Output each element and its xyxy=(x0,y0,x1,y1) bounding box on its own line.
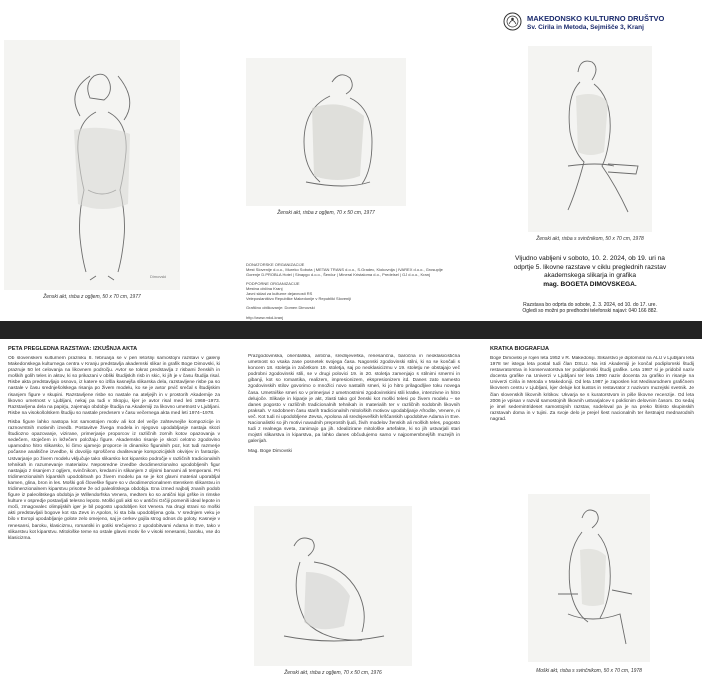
caption-bottom-right: Moški akt, risba s svinčnikom, 50 x 70 cm, 1978 xyxy=(536,668,642,674)
spread-divider xyxy=(0,321,702,339)
bio-text xyxy=(490,356,694,476)
text-column-2 xyxy=(248,354,460,484)
paragraph: Prazgodovinska, orientalska, antična, srednjeveška, renesančna, baročna in neoklasicistična umetnost so vsaka zase posnetek svojega časa. Nagonski zgodovinski stilni, ki so se končali s koncem 18. stoletja in začetkom 19. stoletja, saj po neoklasicizmu v 19. stoletju ne obstajajo več podrobni zgodovinski stili, se v drugi polovici 19. in 20. stoletja zamenjajo s stilnimi smermi in gibanji, kot so romantika, realizem, impresionizem, ekspresionizem itd. Danes zato namesto zgodovinskih stilov govorimo o množici novo nastalih smeri, ki jo hitro prilagodljive toku novega časa. Umetniške smeri so v primerjavi z umetnostnimi zgodovinskimi stili kratke, intenzivne in hitro delujoče. Slikarje in kiparje je akt, zlasti tako gol ženski kot moški telesi po živem modelu – se danes pogosto v različnih tradicionalnih tehnikah in materialih ter v različnih sodobnih likovnih praksah. V sodobnem času starih tradicionalnih mitoloških motivov upodabljanje Afrodite, Venere, ni več. Kot tudi ni upodobljene Zevsa, Apolona ali srednjeveških krščanskih upodobitve Adama in Eve. Nacionalistki so jih motivi navadnih preprostih ljudi, živih modelov ženskih ali moških teles, pogosto tudi z realnega sveta, zanimajo ga jih. Idealizirane mitološke artefakte, ki so jih ustvarjali stari mojstri slikarstva in kiparstva, pa lahko danes občudujemo samo v najpomembnejših muzejih in galerijah. xyxy=(248,354,460,445)
invitation-line: odprtje 5. likovne razstave v ciklu preglednih razstav xyxy=(513,263,667,271)
paragraph: Ob slovenskem kulturnem prazniku 8. februarja se v peri letošnji samostojni razstavi v galeriji Makedonskega kulturnega centra v Kranju predstavlja akademski slikar in grafik Boge Dimovski, ki prazruje 50 let celovanja na likovnem področju. Avtor se tokrat predstavlja z risbami ženskih in moških golih teles in aktov, ki so prikazani v obliki študijskih risb in skic, ki jih je v času študija risal. Risbe akta predstavljajo osnovo, iz katere so izšla kasnejša slikarska dela, razstavljene risbe pa so nastale v času srednješolskega risanja po živem modelu, ko se je avtor prvič srečal s študijskim risanjem figure v skupini. Razstavljene risbe so nastale na ateljejih in v prostorih Akademije za likovno umetnost v Ljubljani, nekaj pa tudi v Skopju, kjer je avtor risal med leti 1968–1973. Razstavljena dela na papirju, zajemajo obdobje študija na Akademiji za likovno umetnost v Ljubljani. Risbe na visokošolskem študiju so nastale predvsem v času večernega akta med leti 1974–1978. xyxy=(8,356,220,416)
org-name: MAKEDONSKO KULTURNO DRUŠTVO xyxy=(527,14,665,23)
caption-middle: Ženski akt, risba z ogljem, 70 x 50 cm, 1977 xyxy=(277,210,375,216)
opening-hours-note xyxy=(490,302,690,315)
credits-url[interactable]: http://www.mkd-kranj xyxy=(246,314,284,320)
credits-line: Javni sklad za kulturne dejavnosti RS xyxy=(246,291,313,297)
note-line: Ogledi so možni po predhodni telefonski najavi: 040 166 882. xyxy=(522,308,658,315)
artwork-reclining-nude xyxy=(254,506,412,666)
svg-text:Dimovski: Dimovski xyxy=(150,274,167,279)
credits-line: Veleposlaništvo Republike Makedonije v Republiki Sloveniji xyxy=(246,296,351,302)
paragraph: Boge Dimovski je rojen leta 1952 v R. Makedoniji. Slikarstvo je diplomiral na ALU v Ljubljani leta 1978 ter istega leta postal tudi član DSLU. Na isti Akademiji je končal podiplomski študij restavratorstva in konservatorstva ter podiplomski študij grafike. Leta 1987 si je pridobil naziv docenta grafike na Univerzi v Ljubljani ter leta 1990 naziv docenta za grafiko in risanje na Univerzi Cirila in Metoda v Makedoniji. Od leta 1987 je zaposlen kot Medinarodnem grafičnem likovnem centru v Ljubljani, kjer deluje kot kustos in restavrator z nazivom muzejski svetnik. Je član slovenskih likovnih kritikov. Ukvarja se s kuratorstvom in piše likovne recenzije. Od leta 2006 je vpisan v razvid samostojnih likovnih ustvarjalcev s poklicnim delovnim časom. Do sedaj je imel sedemintrideset samostojnih razstav, sodeloval pa je na preko štiristo skupinskih razstavah doma in v tujini. Za svoje delo je prejel šest nacionalnih ter šestnajst mednarodnih nagrad. xyxy=(490,356,694,422)
credits-block xyxy=(246,262,446,320)
artwork-seated-nude xyxy=(246,58,406,206)
artwork-standing-nude xyxy=(4,40,180,290)
credits-line: DONATORSKE ORGANIZACIJE xyxy=(246,262,305,267)
caption-bottom-middle: Ženski akt, risba z ogljem, 70 x 50 cm, 1976 xyxy=(284,670,382,676)
invitation-text xyxy=(490,255,690,289)
org-address: Sv. Cirila in Metoda, Sejmišče 3, Kranj xyxy=(527,24,644,31)
section-title: PETA PREGLEDNA RAZSTAVA: IZKUŠNJA AKTA xyxy=(8,346,138,352)
artwork-seated-nude-right xyxy=(528,46,652,232)
credits-line: Gorenje D.PROBLA Hotel | Sinapgo d.o.o., Šenčur | Mineral Kristaloma d.o., Predelsel | GJ d.o.o., Kranj xyxy=(246,272,430,278)
credits-line: Mestna občina Kranj xyxy=(246,285,283,291)
credits-line: Grafično oblikovanje: Domen Dimovski xyxy=(246,305,315,311)
text-column-1 xyxy=(8,356,220,686)
note-line: Razstava bo odprta do sobote, 2. 3. 2024, od 10. do 17. ure. xyxy=(523,302,657,308)
artwork-male-nude xyxy=(528,494,650,662)
invitation-line: Vljudno vabljeni v soboto, 10. 2. 2024, ob 19. uri na xyxy=(515,255,665,262)
credits-line: Mest Slovenije d.o.o., Mureko Sobota | METAN TRANS d.o.o., S.Gradec, Kiokovnija | IVAREX d.o.o., Grosuplje xyxy=(246,267,443,273)
invitation-line: akademskega slikarja in grafika xyxy=(544,272,636,280)
invitation-line: mag. BOGETA DIMOVSKEGA. xyxy=(543,280,637,288)
credits-line: PODPORNE ORGANIZACIJE xyxy=(246,280,300,286)
paragraph: Risba figure lahko nastopa kot samostojen motiv ali kot del večje zahtevnejše kompozicije in raznovrstnih motivnih izvedb. Postavitve živega modela in njegovo upodabljanje nastaja skozi študiozno opazovanje, vizirane, primerjanje proporcov iz različnih zornih kotov opazovanja v sedečem, stoječem in ležečem položaju figure. Akademsko risanje je skozi celotno zgodovino upamodno hitro slikarsko, ki čimo ujamejo proporce in dinamiko figuralnih poz, kot tudi razmerje počasne analitične izvedbe, ki dovolijo sproščeno dvalitevanje kompozicijskih okvirjev in fantazije. Ustvarjanje po živem modelu vključuje tako slikarsko kot kiparsko področje v različnih tradicionalnih tehnikah in razumevanje materialov. Neposredne izvedbe dvodimenzionalno upodobljenih figur nastajajo z risanjem z ogljem, svinčnikom, kredami in slikanjem z oljnimi barvami ali temperami. Pri tridimenzionalnih kiparskih upodobitvah po živem modelu pa se je kot glavni material uporabljal kamen, glina, bron in les. Moški goli človeške figure so v dvodimenzionalnem stenskem slikarstvu in tridimenzionalnem kiparstvu prisotne že od paleolitskega obdobja. Ena izmed najbolj znanih podob figure iz paleolitskega obdobja je Willendorfska Venera, medtem ko so antični kipi grške in rimske kulture v ospredje postavljali telesno lepoto. Moški goli akti so v antični Grčiji pomenili ideal lepote in moči, zmagovalec olimpijskih iger je bil pogosto upodobljen kot Venera. Na drugi strani so moški akti predstavljali bogove kot sta Zevs in Apolon, ki sta bila upodobljena gola. V srednjem veku je bilo v Evropi upodabljanje golote zelo omejeno, saj je cerkev gojila strog odnos do goloty. Kasneje v renesansi, baroku, klasicizmu, romantiki in gotiki srečujemo z upodobitvami Adama in Eve, tako v slikarstvu kot kiparstvu. Mitološke teme so ostale glavni motiv še v visoki renesansi, baroku, vse do klasicizma. xyxy=(8,419,220,541)
caption-left: Ženski akt, risba z ogljem, 50 x 70 cm, 1977 xyxy=(43,294,141,300)
signature: Mag. Boge Dimovski xyxy=(248,449,292,455)
bio-title: KRATKA BIOGRAFIJA xyxy=(490,346,550,352)
caption-right-top: Ženski akt, risba s svinčnikom, 50 x 70 cm, 1978 xyxy=(536,236,644,242)
org-logo xyxy=(503,12,522,31)
